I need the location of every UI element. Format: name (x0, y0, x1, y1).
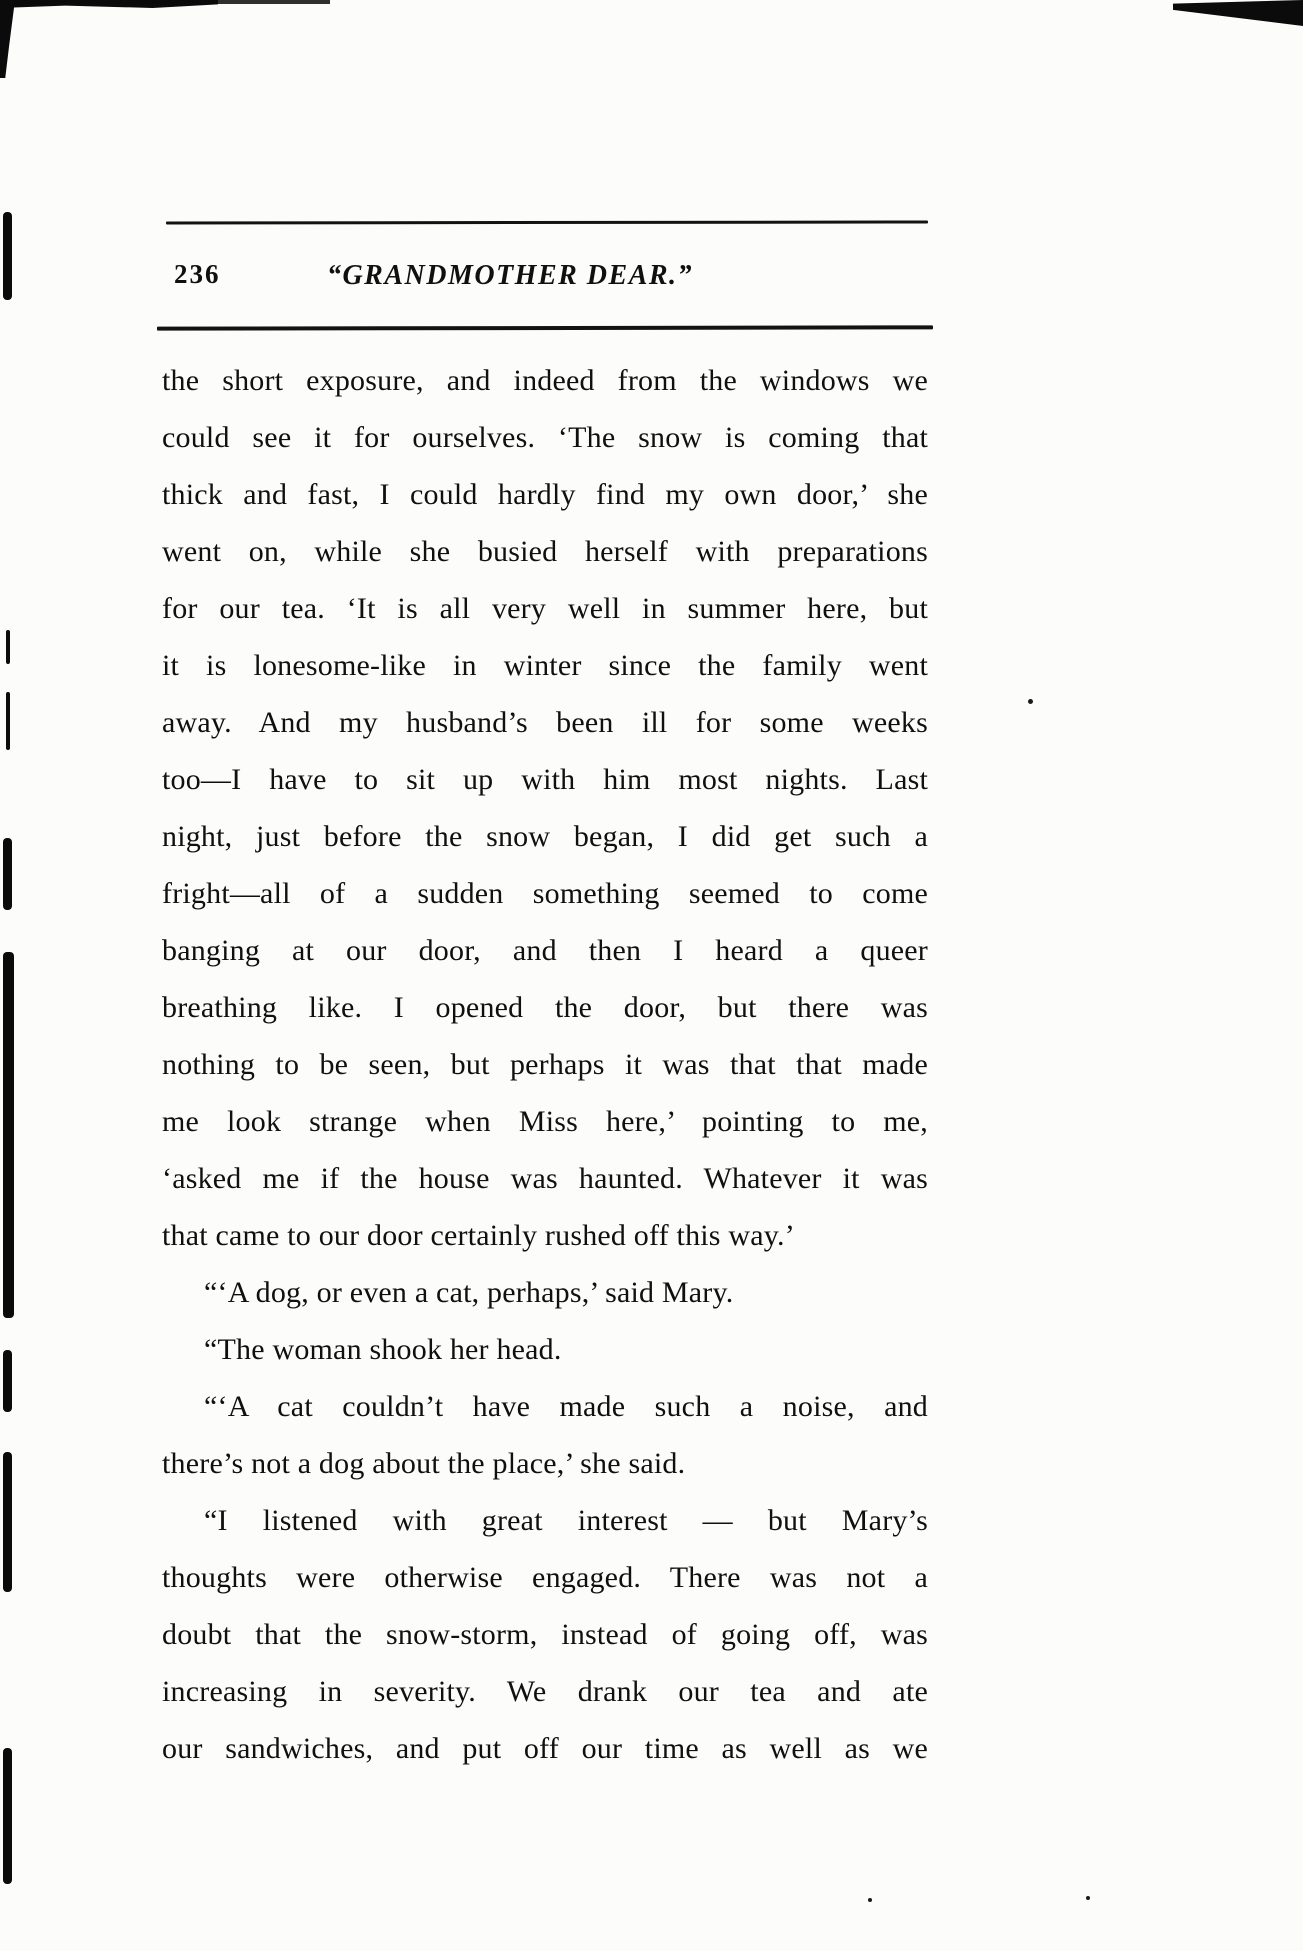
text-line: too—I have to sit up with him most nights. Last (162, 763, 928, 796)
text-line: it is lonesome-like in winter since the family went (162, 649, 928, 682)
text-line: could see it for ourselves. ‘The snow is coming that (162, 421, 928, 454)
header-rule-bottom (157, 325, 933, 330)
scan-artifact-left-edge (6, 692, 10, 750)
text-line: fright—all of a sudden something seemed to come (162, 877, 928, 910)
text-line: “I listened with great interest — but Mary’s (204, 1504, 928, 1537)
scan-artifact-top-edge (0, 0, 330, 4)
text-line: “‘A cat couldn’t have made such a noise, and (204, 1390, 928, 1423)
text-line: banging at our door, and then I heard a queer (162, 934, 928, 967)
scan-artifact-left-edge (3, 1748, 12, 1884)
text-line: “‘A dog, or even a cat, perhaps,’ said Mary. (204, 1276, 734, 1309)
text-line: for our tea. ‘It is all very well in summer here, but (162, 592, 928, 625)
scan-artifact-left-edge (3, 952, 14, 1318)
page-header (162, 250, 928, 292)
scan-artifact-top-right (1173, 0, 1303, 26)
text-line: nothing to be seen, but perhaps it was that that made (162, 1048, 928, 1081)
text-line: ‘asked me if the house was haunted. Whatever it was (162, 1162, 928, 1195)
scan-speck (868, 1898, 872, 1902)
scan-artifact-left-edge (6, 630, 10, 664)
text-line: the short exposure, and indeed from the windows we (162, 364, 928, 397)
header-rule-top (166, 220, 928, 224)
text-line: went on, while she busied herself with preparations (162, 535, 928, 568)
text-line: thick and fast, I could hardly find my own door,’ she (162, 478, 928, 511)
scan-artifact-top-left (0, 0, 15, 78)
scan-speck (1086, 1896, 1090, 1900)
text-line: our sandwiches, and put off our time as well as we (162, 1732, 928, 1765)
text-line: away. And my husband’s been ill for some weeks (162, 706, 928, 739)
scan-artifact-left-edge (3, 212, 12, 300)
text-line: breathing like. I opened the door, but there was (162, 991, 928, 1024)
scan-speck (1028, 699, 1033, 704)
scan-artifact-left-edge (3, 1452, 12, 1592)
text-line: there’s not a dog about the place,’ she said. (162, 1447, 686, 1480)
body-text (162, 352, 928, 1777)
running-head: “GRANDMOTHER DEAR.” (326, 260, 694, 291)
text-line: increasing in severity. We drank our tea and ate (162, 1675, 928, 1708)
text-line: that came to our door certainly rushed off this way.’ (162, 1219, 795, 1252)
text-line: night, just before the snow began, I did get such a (162, 820, 928, 853)
text-line: “The woman shook her head. (204, 1333, 562, 1366)
scan-artifact-left-edge (3, 838, 12, 910)
text-line: thoughts were otherwise engaged. There was not a (162, 1561, 928, 1594)
page-number: 236 (174, 259, 221, 289)
text-line: doubt that the snow-storm, instead of going off, was (162, 1618, 928, 1651)
text-line: me look strange when Miss here,’ pointing to me, (162, 1105, 928, 1138)
scan-artifact-left-edge (3, 1350, 12, 1412)
